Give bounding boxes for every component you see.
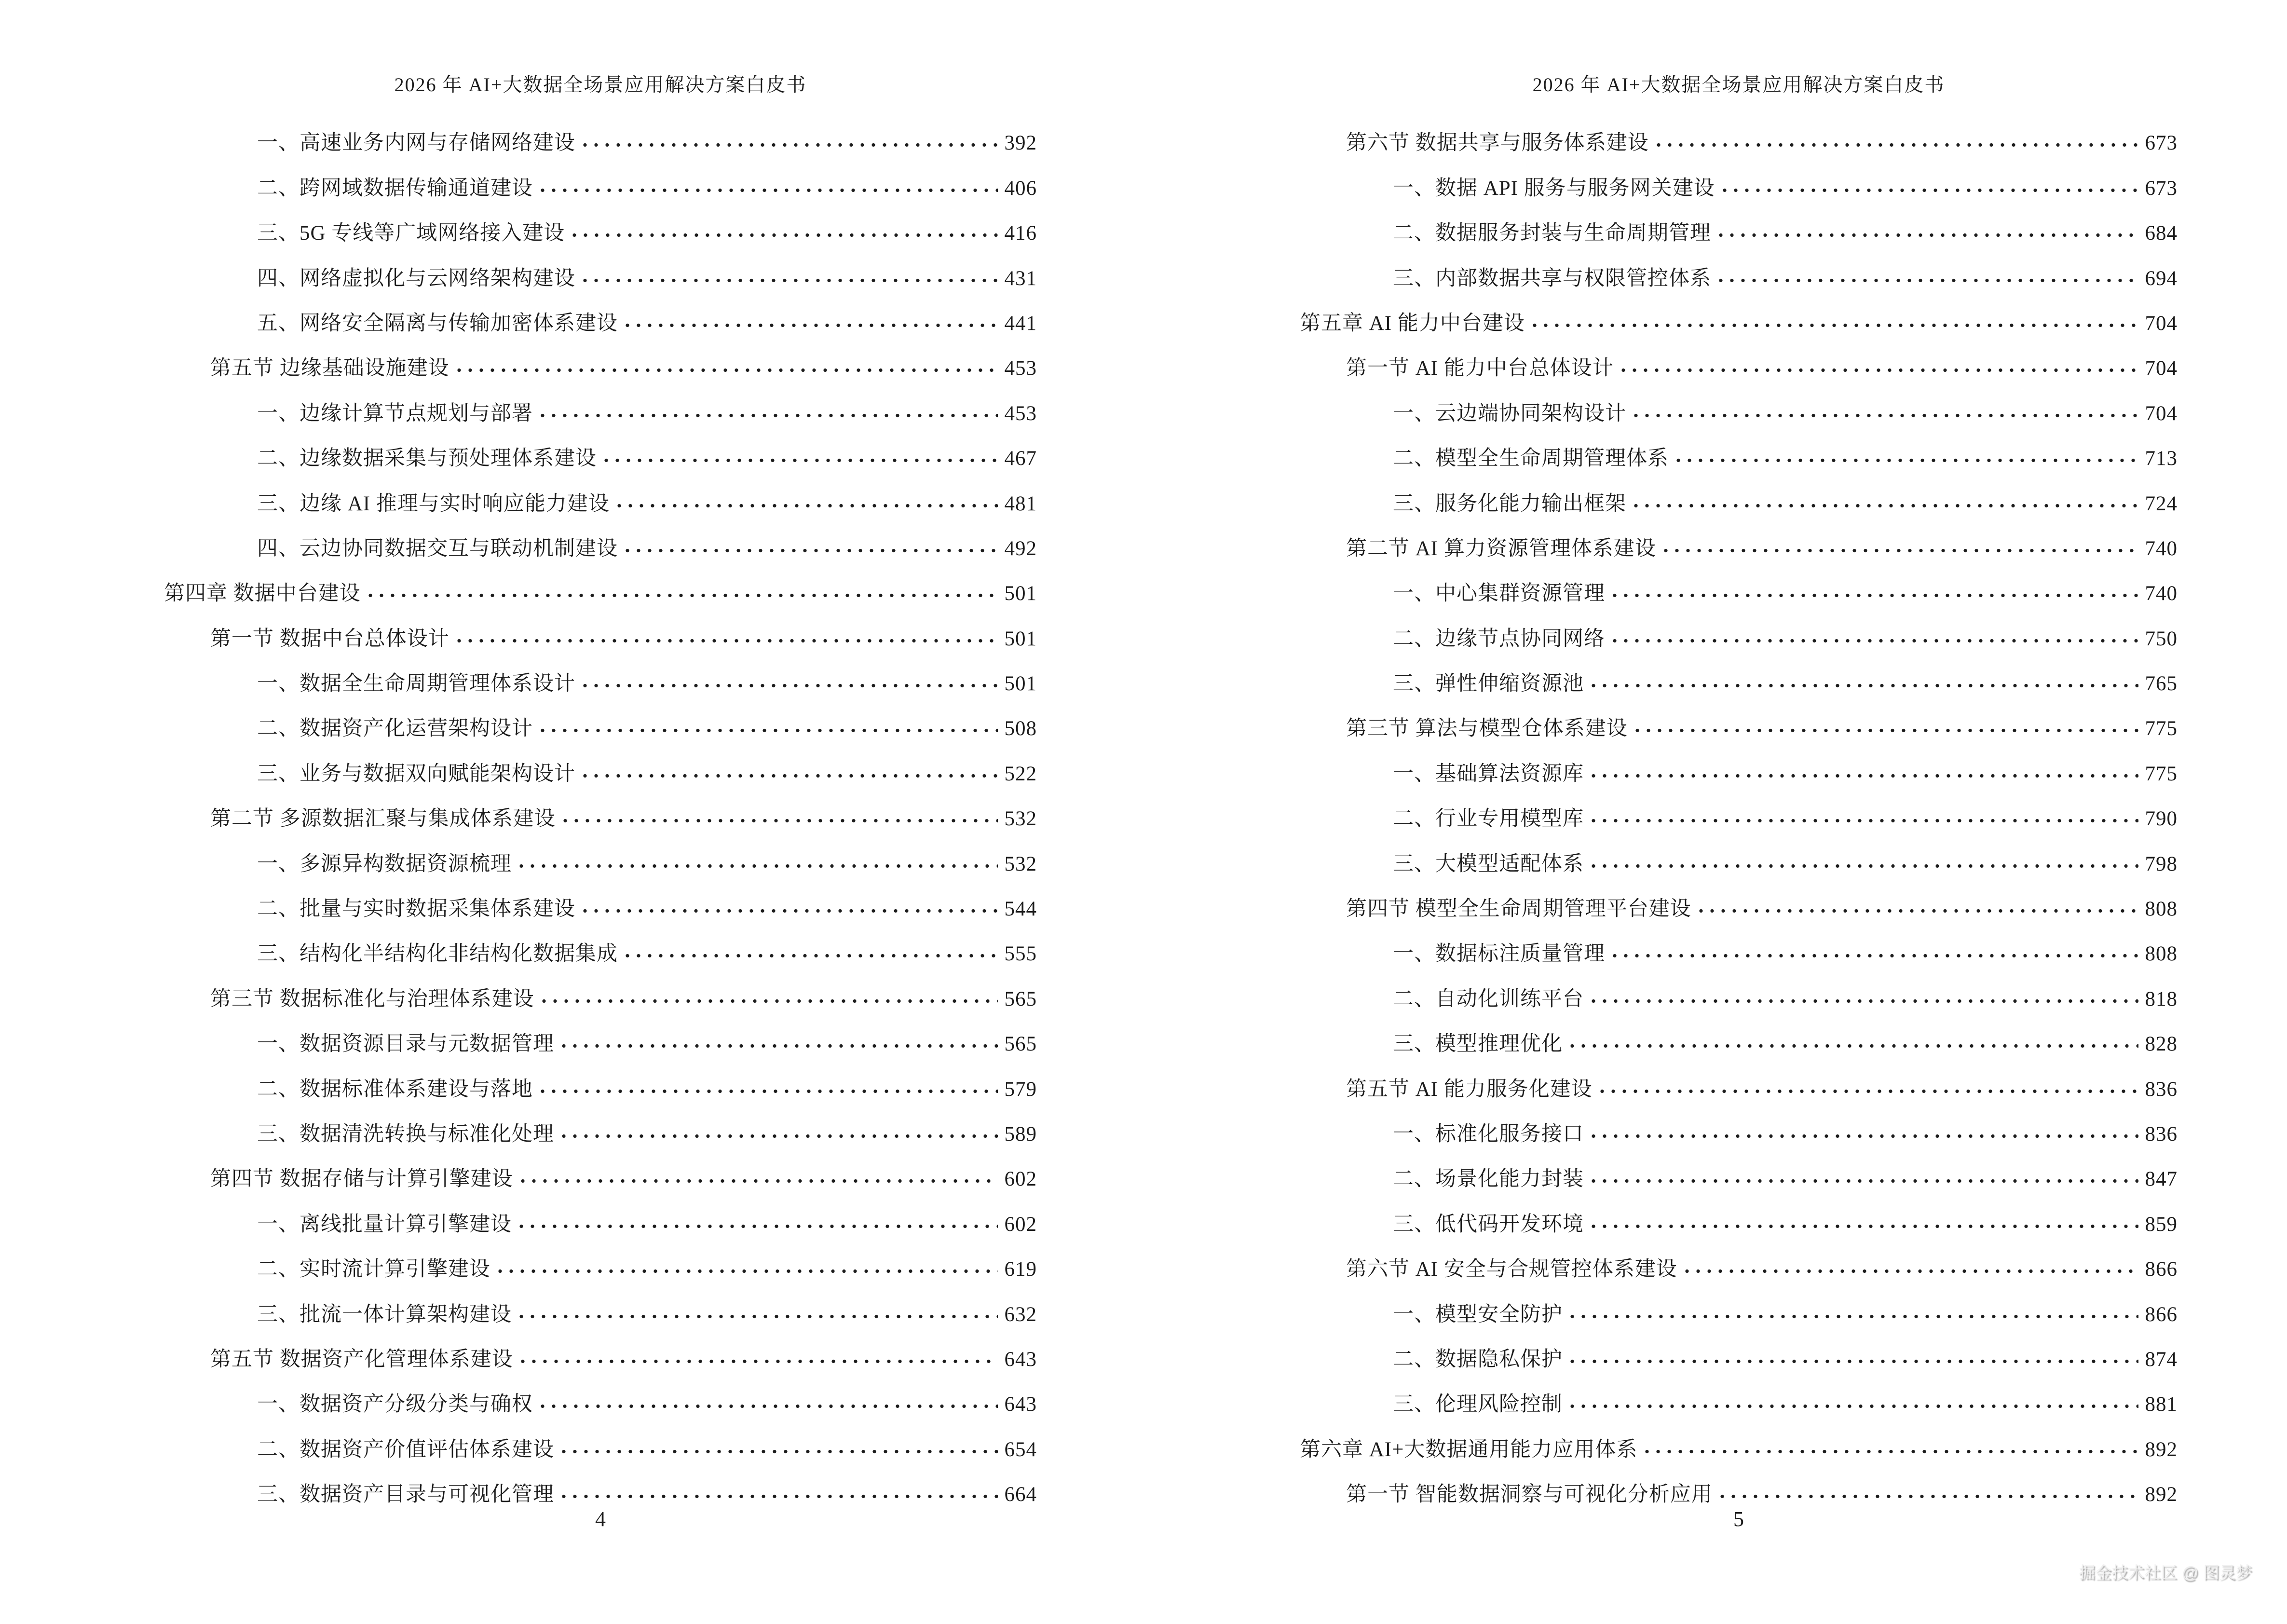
dot-leader <box>1621 368 2138 372</box>
toc-entry-page-number: 818 <box>2145 987 2178 1010</box>
toc-entry-page-number: 632 <box>1004 1303 1037 1326</box>
toc-entry-page-number: 684 <box>2145 222 2178 245</box>
dot-leader <box>572 233 997 237</box>
dot-leader <box>1699 909 2138 913</box>
toc-entry-label: 一、中心集群资源管理 <box>1393 582 1605 605</box>
toc-entry-page-number: 544 <box>1004 898 1037 921</box>
toc-entry-label: 第五节 AI 能力服务化建设 <box>1346 1078 1593 1101</box>
toc-entry-label: 第一节 智能数据洞察与可视化分析应用 <box>1346 1483 1713 1506</box>
toc-entry-page-number: 724 <box>2145 492 2178 515</box>
toc-entry[interactable] <box>1300 1285 2178 1330</box>
toc-entry[interactable] <box>1300 700 2178 745</box>
toc-entry[interactable] <box>164 1285 1037 1330</box>
toc-entry-page-number: 602 <box>1004 1168 1037 1191</box>
dot-leader <box>1570 1404 2138 1408</box>
toc-entry-page-number: 859 <box>2145 1213 2178 1236</box>
toc-entry-page-number: 694 <box>2145 267 2178 290</box>
toc-entry-page-number: 892 <box>2145 1483 2178 1506</box>
dot-leader <box>519 1224 998 1228</box>
dot-leader <box>562 1449 998 1454</box>
toc-entry-page-number: 798 <box>2145 852 2178 875</box>
toc-entry-label: 三、数据清洗转换与标准化处理 <box>257 1122 554 1146</box>
toc-entry[interactable] <box>164 925 1037 970</box>
toc-entry-page-number: 713 <box>2145 447 2178 470</box>
dot-leader <box>626 323 998 328</box>
toc-entry[interactable] <box>164 745 1037 790</box>
dot-leader <box>617 504 998 508</box>
dot-leader <box>1634 504 2138 508</box>
toc-entry-label: 四、云边协同数据交互与联动机制建设 <box>257 537 618 560</box>
toc-entry-label: 二、边缘数据采集与预处理体系建设 <box>257 447 597 470</box>
toc-entry-page-number: 673 <box>2145 132 2178 155</box>
toc-entry[interactable] <box>1300 1241 2178 1285</box>
dot-leader <box>519 1314 998 1319</box>
toc-entry-page-number: 643 <box>1004 1348 1037 1371</box>
toc-entry-label: 一、标准化服务接口 <box>1393 1122 1584 1146</box>
dot-leader <box>1570 1044 2138 1048</box>
toc-entry[interactable] <box>1300 475 2178 519</box>
toc-entry-page-number: 808 <box>2145 898 2178 921</box>
toc-entry-label: 二、批量与实时数据采集体系建设 <box>257 898 575 921</box>
toc-entry-page-number: 579 <box>1004 1078 1037 1101</box>
toc-entry[interactable] <box>164 1105 1037 1150</box>
toc-entry-label: 一、数据标注质量管理 <box>1393 942 1605 966</box>
dot-leader <box>521 1359 998 1364</box>
toc-entry-label: 二、实时流计算引擎建设 <box>257 1258 490 1281</box>
dot-leader <box>519 864 998 868</box>
toc-entry-label: 一、多源异构数据资源梳理 <box>257 852 512 875</box>
toc-entry-page-number: 416 <box>1004 222 1037 245</box>
page-number: 5 <box>1733 1507 1744 1531</box>
toc-entry[interactable] <box>1300 925 2178 970</box>
toc-entry[interactable] <box>164 835 1037 880</box>
toc-entry[interactable] <box>164 475 1037 519</box>
dot-leader <box>521 1179 998 1183</box>
toc-entry-page-number: 765 <box>2145 672 2178 696</box>
page-header: 2026 年 AI+大数据全场景应用解决方案白皮书 <box>394 74 807 96</box>
toc-entry[interactable] <box>1300 1466 2178 1511</box>
dot-leader <box>541 188 998 192</box>
toc-entry[interactable] <box>164 205 1037 249</box>
toc-entry-page-number: 406 <box>1004 177 1037 200</box>
dot-leader <box>1720 1494 2138 1499</box>
dot-leader <box>562 1044 998 1048</box>
dot-leader <box>1533 323 2138 328</box>
toc-entry[interactable] <box>1300 610 2178 655</box>
dot-leader <box>1613 639 2138 643</box>
toc-entry-page-number: 836 <box>2145 1078 2178 1101</box>
toc-entry[interactable] <box>1300 159 2178 204</box>
toc-entry-page-number: 874 <box>2145 1348 2178 1371</box>
dot-leader <box>1592 1179 2138 1183</box>
toc-entry[interactable] <box>1300 970 2178 1015</box>
toc-entry-page-number: 866 <box>2145 1303 2178 1326</box>
toc-entries-left <box>164 114 1037 1511</box>
dot-leader <box>604 458 998 463</box>
dot-leader <box>1685 1269 2138 1273</box>
dot-leader <box>368 593 998 598</box>
toc-entry-label: 三、批流一体计算架构建设 <box>257 1303 512 1326</box>
toc-entry-page-number: 501 <box>1004 582 1037 605</box>
toc-entry-page-number: 704 <box>2145 357 2178 380</box>
toc-entry-label: 三、数据资产目录与可视化管理 <box>257 1483 554 1506</box>
toc-entry-page-number: 392 <box>1004 132 1037 155</box>
toc-entry-label: 第三节 算法与模型仓体系建设 <box>1346 717 1628 740</box>
toc-entry-page-number: 467 <box>1004 447 1037 470</box>
toc-entry-page-number: 704 <box>2145 312 2178 335</box>
toc-entry[interactable] <box>164 790 1037 835</box>
dot-leader <box>562 1494 998 1499</box>
toc-entry[interactable] <box>1300 1376 2178 1420</box>
toc-entry[interactable] <box>1300 1331 2178 1376</box>
toc-entry-label: 一、数据 API 服务与服务网关建设 <box>1393 177 1715 200</box>
toc-entry-label: 第六节 数据共享与服务体系建设 <box>1346 132 1649 155</box>
toc-entry-label: 一、数据资产分级分类与确权 <box>257 1393 533 1416</box>
toc-entry[interactable] <box>1300 1060 2178 1105</box>
dot-leader <box>498 1269 998 1273</box>
toc-entry[interactable] <box>164 565 1037 610</box>
toc-entry[interactable] <box>164 700 1037 745</box>
dot-leader <box>541 728 998 733</box>
dot-leader <box>562 1134 998 1138</box>
toc-entry-label: 三、内部数据共享与权限管控体系 <box>1393 267 1711 290</box>
toc-entry-page-number: 565 <box>1004 1033 1037 1056</box>
toc-entry[interactable] <box>1300 1105 2178 1150</box>
toc-entry-page-number: 441 <box>1004 312 1037 335</box>
dot-leader <box>1570 1314 2138 1319</box>
toc-entry-label: 第五节 边缘基础设施建设 <box>210 357 449 380</box>
toc-entry-page-number: 501 <box>1004 627 1037 650</box>
toc-entry-page-number: 740 <box>2145 582 2178 605</box>
dot-leader <box>626 548 998 553</box>
dot-leader <box>583 909 998 913</box>
toc-entry[interactable] <box>164 970 1037 1015</box>
page-number: 4 <box>595 1507 606 1531</box>
toc-page-right <box>1300 0 2178 1624</box>
toc-entry-page-number: 881 <box>2145 1393 2178 1416</box>
toc-entry-page-number: 431 <box>1004 267 1037 290</box>
toc-entry-label: 第六节 AI 安全与合规管控体系建设 <box>1346 1258 1677 1281</box>
toc-entry[interactable] <box>1300 745 2178 790</box>
toc-entry-page-number: 740 <box>2145 537 2178 560</box>
toc-entry-page-number: 565 <box>1004 987 1037 1010</box>
toc-entry[interactable] <box>1300 1150 2178 1195</box>
toc-entry-label: 二、数据资产化运营架构设计 <box>257 717 533 740</box>
dot-leader <box>457 368 998 372</box>
toc-entry[interactable] <box>164 1150 1037 1195</box>
toc-entry[interactable] <box>1300 249 2178 294</box>
toc-entry[interactable] <box>164 1466 1037 1511</box>
dot-leader <box>1592 774 2138 778</box>
toc-entry-page-number: 866 <box>2145 1258 2178 1281</box>
dot-leader <box>1719 233 2138 237</box>
toc-entry-page-number: 775 <box>2145 762 2178 785</box>
watermark: 掘金技术社区 @ 图灵梦 <box>2079 1564 2252 1582</box>
toc-entry-page-number: 602 <box>1004 1213 1037 1236</box>
dot-leader <box>563 819 998 823</box>
toc-entry-label: 第二节 多源数据汇聚与集成体系建设 <box>210 807 556 831</box>
dot-leader <box>1592 1224 2138 1228</box>
toc-page-left <box>164 0 1037 1624</box>
toc-entry-label: 一、基础算法资源库 <box>1393 762 1584 785</box>
toc-entry-label: 第一节 数据中台总体设计 <box>210 627 449 650</box>
dot-leader <box>1664 548 2138 553</box>
toc-entry-page-number: 654 <box>1004 1438 1037 1461</box>
toc-entry-label: 三、模型推理优化 <box>1393 1033 1563 1056</box>
dot-leader <box>583 143 998 147</box>
toc-entry[interactable] <box>164 1015 1037 1060</box>
toc-entry-page-number: 532 <box>1004 807 1037 831</box>
toc-entry-label: 一、数据全生命周期管理体系设计 <box>257 672 575 696</box>
toc-entry-label: 三、伦理风险控制 <box>1393 1393 1563 1416</box>
toc-entry-page-number: 808 <box>2145 942 2178 966</box>
toc-entry-page-number: 775 <box>2145 717 2178 740</box>
toc-entry[interactable] <box>164 114 1037 159</box>
toc-entry-label: 一、模型安全防护 <box>1393 1303 1563 1326</box>
toc-entry[interactable] <box>164 295 1037 340</box>
toc-entry-label: 二、跨网域数据传输通道建设 <box>257 177 533 200</box>
toc-entry-label: 五、网络安全隔离与传输加密体系建设 <box>257 312 618 335</box>
toc-entry[interactable] <box>164 880 1037 925</box>
toc-entry[interactable] <box>1300 1015 2178 1060</box>
toc-entry[interactable] <box>164 159 1037 204</box>
toc-entry[interactable] <box>164 655 1037 700</box>
toc-entry[interactable] <box>164 1060 1037 1105</box>
dot-leader <box>583 278 998 283</box>
toc-entry-page-number: 508 <box>1004 717 1037 740</box>
toc-entry[interactable] <box>164 1420 1037 1465</box>
toc-entry[interactable] <box>164 1195 1037 1240</box>
dot-leader <box>1570 1359 2138 1364</box>
toc-entry-label: 三、结构化半结构化非结构化数据集成 <box>257 942 618 966</box>
toc-entry-label: 第五章 AI 能力中台建设 <box>1300 312 1525 335</box>
toc-entry-label: 一、数据资源目录与元数据管理 <box>257 1033 554 1056</box>
toc-entry[interactable] <box>164 340 1037 384</box>
dot-leader <box>542 999 998 1003</box>
dot-leader <box>1645 1449 2138 1454</box>
dot-leader <box>1613 593 2138 598</box>
toc-entry[interactable] <box>1300 295 2178 340</box>
toc-entry[interactable] <box>1300 205 2178 249</box>
toc-entry-label: 三、5G 专线等广域网络接入建设 <box>257 222 565 245</box>
toc-entry-label: 第四节 模型全生命周期管理平台建设 <box>1346 898 1691 921</box>
toc-entry[interactable] <box>1300 1420 2178 1465</box>
toc-entry[interactable] <box>1300 565 2178 610</box>
toc-entry-page-number: 522 <box>1004 762 1037 785</box>
toc-entry[interactable] <box>1300 880 2178 925</box>
toc-entry-label: 二、数据标准体系建设与落地 <box>257 1078 533 1101</box>
toc-entry[interactable] <box>164 384 1037 429</box>
toc-entry-page-number: 453 <box>1004 357 1037 380</box>
page-header: 2026 年 AI+大数据全场景应用解决方案白皮书 <box>1532 74 1945 96</box>
dot-leader <box>583 683 998 688</box>
toc-entry[interactable] <box>164 1241 1037 1285</box>
toc-entry-page-number: 790 <box>2145 807 2178 831</box>
toc-entry-page-number: 481 <box>1004 492 1037 515</box>
toc-entry-page-number: 619 <box>1004 1258 1037 1281</box>
toc-entry-label: 二、数据资产价值评估体系建设 <box>257 1438 554 1461</box>
toc-entry-label: 二、数据隐私保护 <box>1393 1348 1563 1371</box>
toc-entry-label: 二、模型全生命周期管理体系 <box>1393 447 1669 470</box>
dot-leader <box>457 639 998 643</box>
toc-entry-label: 二、行业专用模型库 <box>1393 807 1584 831</box>
toc-entry-page-number: 836 <box>2145 1122 2178 1146</box>
dot-leader <box>1592 864 2138 868</box>
dot-leader <box>1635 728 2138 733</box>
dot-leader <box>1592 1134 2138 1138</box>
toc-entry-label: 第四节 数据存储与计算引擎建设 <box>210 1168 513 1191</box>
dot-leader <box>1600 1089 2138 1093</box>
toc-entry[interactable] <box>1300 835 2178 880</box>
toc-entry-page-number: 453 <box>1004 402 1037 425</box>
dot-leader <box>1613 954 2138 958</box>
toc-entry-label: 一、高速业务内网与存储网络建设 <box>257 132 575 155</box>
toc-entry-label: 一、离线批量计算引擎建设 <box>257 1213 512 1236</box>
toc-entry-label: 三、服务化能力输出框架 <box>1393 492 1626 515</box>
toc-entries-right <box>1300 114 2178 1511</box>
toc-entry[interactable] <box>1300 340 2178 384</box>
toc-entry[interactable] <box>164 1376 1037 1420</box>
toc-entry-page-number: 892 <box>2145 1438 2178 1461</box>
toc-entry[interactable] <box>1300 114 2178 159</box>
toc-entry-label: 二、场景化能力封装 <box>1393 1168 1584 1191</box>
toc-entry-label: 二、数据服务封装与生命周期管理 <box>1393 222 1711 245</box>
dot-leader <box>1676 458 2138 463</box>
toc-entry-label: 第一节 AI 能力中台总体设计 <box>1346 357 1614 380</box>
toc-entry-page-number: 750 <box>2145 627 2178 650</box>
dot-leader <box>1657 143 2138 147</box>
toc-entry-label: 一、边缘计算节点规划与部署 <box>257 402 533 425</box>
dot-leader <box>626 954 998 958</box>
toc-entry[interactable] <box>1300 655 2178 700</box>
dot-leader <box>541 1404 998 1408</box>
toc-entry-page-number: 501 <box>1004 672 1037 696</box>
dot-leader <box>1719 278 2138 283</box>
toc-entry-label: 第二节 AI 算力资源管理体系建设 <box>1346 537 1656 560</box>
toc-entry[interactable] <box>1300 1195 2178 1240</box>
toc-entry-page-number: 532 <box>1004 852 1037 875</box>
toc-entry-label: 三、低代码开发环境 <box>1393 1213 1584 1236</box>
toc-entry-page-number: 589 <box>1004 1122 1037 1146</box>
toc-entry[interactable] <box>164 610 1037 655</box>
toc-entry[interactable] <box>164 1331 1037 1376</box>
toc-entry[interactable] <box>1300 520 2178 565</box>
toc-entry[interactable] <box>1300 430 2178 475</box>
toc-entry[interactable] <box>1300 384 2178 429</box>
toc-entry-label: 第三节 数据标准化与治理体系建设 <box>210 987 534 1010</box>
toc-entry-page-number: 643 <box>1004 1393 1037 1416</box>
toc-entry-page-number: 704 <box>2145 402 2178 425</box>
dot-leader <box>1592 999 2138 1003</box>
dot-leader <box>541 1089 998 1093</box>
toc-entry-label: 二、边缘节点协同网络 <box>1393 627 1605 650</box>
toc-entry-page-number: 673 <box>2145 177 2178 200</box>
dot-leader <box>1634 413 2138 418</box>
dot-leader <box>583 774 998 778</box>
toc-entry-page-number: 847 <box>2145 1168 2178 1191</box>
toc-entry-label: 三、弹性伸缩资源池 <box>1393 672 1584 696</box>
toc-entry-label: 三、边缘 AI 推理与实时响应能力建设 <box>257 492 610 515</box>
toc-entry-label: 三、业务与数据双向赋能架构设计 <box>257 762 575 785</box>
toc-entry-page-number: 555 <box>1004 942 1037 966</box>
toc-entry[interactable] <box>164 520 1037 565</box>
toc-entry-label: 二、自动化训练平台 <box>1393 987 1584 1010</box>
dot-leader <box>1723 188 2138 192</box>
dot-leader <box>1592 683 2138 688</box>
toc-entry-label: 第六章 AI+大数据通用能力应用体系 <box>1300 1438 1638 1461</box>
dot-leader <box>1592 819 2138 823</box>
toc-entry-label: 第五节 数据资产化管理体系建设 <box>210 1348 513 1371</box>
toc-entry-page-number: 492 <box>1004 537 1037 560</box>
toc-entry[interactable] <box>164 249 1037 294</box>
toc-entry-page-number: 828 <box>2145 1033 2178 1056</box>
dot-leader <box>541 413 998 418</box>
toc-entry-page-number: 664 <box>1004 1483 1037 1506</box>
toc-entry[interactable] <box>1300 790 2178 835</box>
toc-entry[interactable] <box>164 430 1037 475</box>
toc-entry-label: 三、大模型适配体系 <box>1393 852 1584 875</box>
toc-entry-label: 一、云边端协同架构设计 <box>1393 402 1626 425</box>
toc-entry-label: 第四章 数据中台建设 <box>164 582 361 605</box>
toc-entry-label: 四、网络虚拟化与云网络架构建设 <box>257 267 575 290</box>
